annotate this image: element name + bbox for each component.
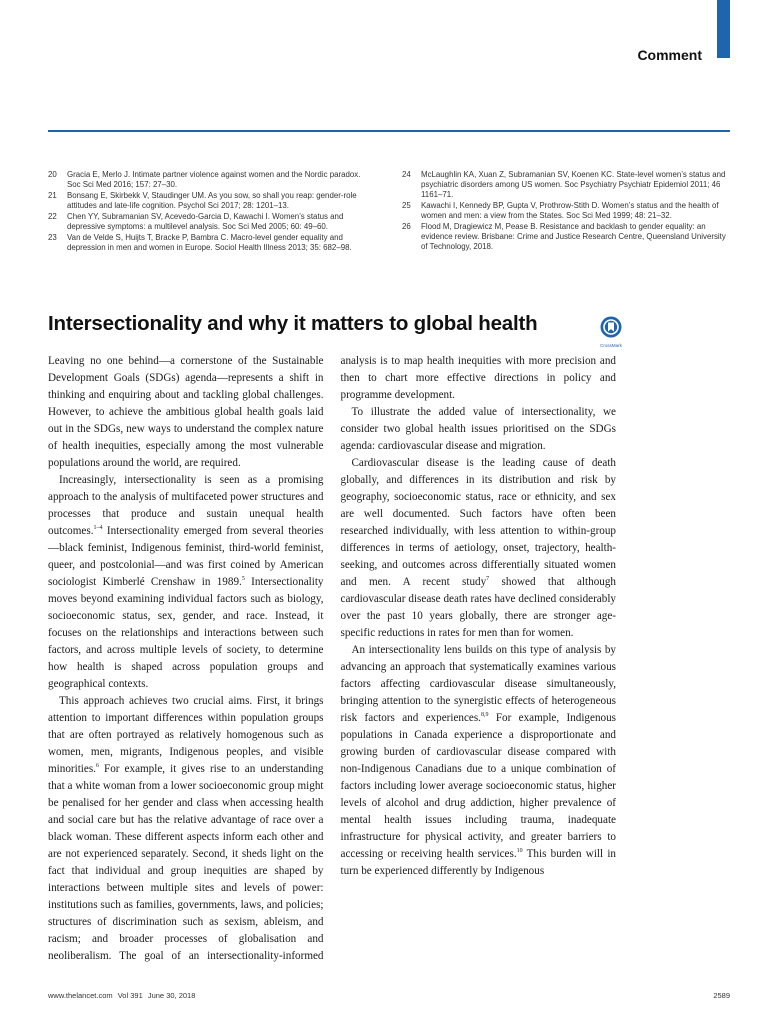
- header-rule: [48, 130, 730, 132]
- paragraph: This approach achieves two crucial aims. First, it brings attention to important differences within population groups that are often portrayed as relatively homogenous such as women, men, migrants, Indigenous peoples, and visible minorities.$^6$ For example, it gives rise to an understanding that a white woman from a lower socioeconomic group might be penalised for her gender and class when accessing health and social care but has the relative advantage of race over a black woman. These different aspects inform each other and are not experienced separately. Second, it sheds light on the fact that individual and group inequities are shaped by interactions between multiple sites and levels of power: institutions such as families, governments, laws, and policies; structures of discrimination such as sexism, ableism, and racism; and broader processes of globalisation and neoliberalism. The goal of an intersectionality-informed analysis is to map health inequities with more precision and then to chart more effective directions in policy and programme development.: [48, 355, 616, 962]
- reference-item: 25 Kawachi I, Kennedy BP, Gupta V, Prothrow-Stith D. Women’s status and the health of women and men: a view from the States. Soc Sci Med 1999; 48: 21–32.: [402, 201, 719, 221]
- reference-column-left: [48, 170, 376, 254]
- reference-item: 22 Chen YY, Subramanian SV, Acevedo-Garcia D, Kawachi I. Women’s status and depressive symptoms: a multilevel analysis. Soc Sci Med 2005; 60: 49–60.: [48, 211, 344, 232]
- paragraph: To illustrate the added value of intersectionality, we consider two global health issues prioritised on the SDGs agenda: cardiovascular disease and migration.: [340, 406, 616, 452]
- reference-list: [48, 170, 730, 254]
- page-number: 2589: [713, 991, 730, 1000]
- journal-info: [48, 991, 198, 1000]
- article-title: Intersectionality and why it matters to global health: [48, 312, 538, 335]
- section-label: Comment: [637, 47, 702, 63]
- paragraph: An intersectionality lens builds on this type of analysis by advancing an approach that systematically examines various factors affecting cardiovascular disease simultaneously, bringing attention to the synergistic effects of heterogeneous risk factors and experiences.$^{8,9}$ For example, Indigenous populations in Canada experience a disproportionate and growing burden of cardiovascular disease compared with non-Indigenous Canadians due to a unique combination of factors including lower average socioeconomic status, higher levels of alcohol and drug addiction, higher prevalence of mental health issues including trauma, inadequate infrastructure for physical activity, and greater barriers to accessing or receiving health services.$^{10}$ This burden will in turn be experienced differently by Indigenous: [340, 644, 616, 877]
- paragraph: Increasingly, intersectionality is seen as a promising approach to the analysis of multifaceted power structures and processes that produce and sustain unequal health outcomes.$^{1-4}$ Intersectionality emerged from several theories—black feminist, Indigenous feminist, third-world feminist, queer, and postcolonial—and was first coined by American sociologist Kimberlé Crenshaw in 1989.$^5$ Intersectionality moves beyond examining individual factors such as biology, socioeconomic status, sex, gender, and race. Instead, it focuses on the relationships and interactions between such factors, and across multiple levels of society, to determine how health is shaped across population groups and geographical contexts.: [48, 474, 324, 690]
- paragraph: Cardiovascular disease is the leading cause of death globally, and differences in its distribution and risk by geography, socioeconomic status, race or ethnicity, and sex are well documented. Such factors have often been researched individually, with less attention to within-group differences in terms of aetiology, onset, trajectory, health-seeking, and outcomes across differentially situated women and men. A recent study$^7$ showed that although cardiovascular disease death rates have declined considerably over the past 10 years globally, there are stronger age-specific reductions in rates for men than for women.: [340, 457, 616, 639]
- crossmark-badge[interactable]: [599, 316, 623, 348]
- reference-item: 23 Van de Velde S, Huijts T, Bracke P, Bambra C. Macro-level gender equality and depression in men and women in Europe. Sociol Health Illness 2013; 35: 682–98.: [48, 232, 352, 252]
- reference-item: 24 McLaughlin KA, Xuan Z, Subramanian SV, Koenen KC. State-level women’s status and psychiatric disorders among US women. Soc Psychiatry Psychiatr Epidemiol 2011; 46 1161–71.: [402, 170, 726, 200]
- crossmark-label: CrossMark: [600, 343, 622, 348]
- article-body: [48, 353, 616, 968]
- paragraph: Leaving no one behind—a cornerstone of the Sustainable Development Goals (SDGs) agenda—represents a shift in thinking and enquiring about and tackling global challenges. However, to achieve the ambitious global health goals laid out in the SDGs, new ways to understand the complex nature of health inequities, especially among the most vulnerable populations around the world, are required.: [48, 355, 324, 469]
- reference-item: 26 Flood M, Dragiewicz M, Pease B. Resistance and backlash to gender equality: an evidence review. Brisbane: Crime and Justice Research Centre, Queensland University of Technology, 2018.: [402, 222, 726, 252]
- crossmark-icon: [600, 316, 622, 338]
- section-tab-marker: [717, 0, 730, 58]
- reference-item: 20 Gracia E, Merlo J. Intimate partner violence against women and the Nordic paradox. Soc Sci Med 2016; 157: 27–30.: [48, 170, 361, 190]
- journal-volume: Vol 391: [117, 991, 143, 1000]
- reference-item: 21 Bonsang E, Skirbekk V, Staudinger UM. As you sow, so shall you reap: gender-role attitudes and late-life cognition. Psychol Sci 2017; 28: 1201–13.: [48, 190, 357, 211]
- page-footer: [48, 991, 730, 1000]
- reference-column-right: [402, 170, 730, 254]
- journal-site-link[interactable]: www.thelancet.com: [48, 991, 113, 1000]
- journal-date: June 30, 2018: [147, 991, 196, 1000]
